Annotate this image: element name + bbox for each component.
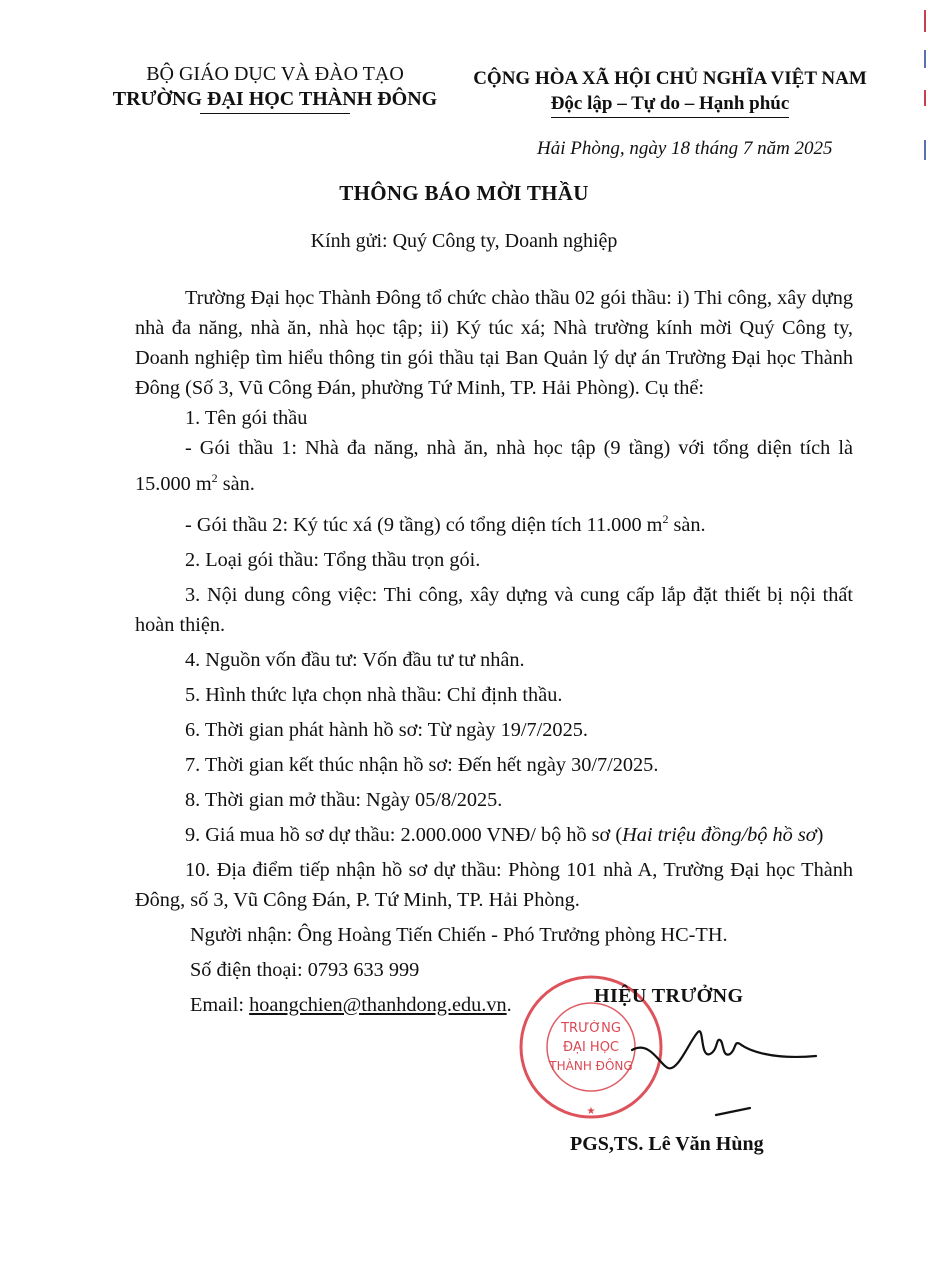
greeting: Kính gửi: Quý Công ty, Doanh nghiệp [310,230,618,252]
superscript-2: 2 [211,471,218,485]
stamp-star-icon: ★ [586,1106,596,1117]
document-body [135,283,853,1020]
recipient-line: Người nhận: Ông Hoàng Tiến Chiến - Phó Trưởng phòng HC-TH. [190,923,728,946]
item-3: 3. Nội dung công việc: Thi công, xây dựng và cung cấp lắp đặt thiết bị nội thất hoàn thiện. [135,583,853,636]
header-underline [200,113,350,114]
package-2-suffix: sàn. [668,513,706,536]
national-motto: Độc lập – Tự do – Hạnh phúc [551,92,790,118]
item-9 [135,820,853,850]
stamp-text-line-3: THÀNH ĐÔNG [549,1059,633,1073]
document-title: THÔNG BÁO MỜI THẦU [339,181,589,205]
nation-name: CỘNG HÒA XÃ HỘI CHỦ NGHĨA VIỆT NAM [473,68,867,89]
item-9-words: Hai triệu đồng/bộ hồ sơ [622,823,817,846]
handwritten-signature [620,1010,820,1120]
issuer-header [90,62,460,114]
item-6: 6. Thời gian phát hành hồ sơ: Từ ngày 19/7/2025. [185,718,588,741]
email-link[interactable]: hoangchien@thanhdong.edu.vn [249,993,507,1016]
signatory-title: HIỆU TRƯỞNG [594,985,744,1007]
item-4: 4. Nguồn vốn đầu tư: Vốn đầu tư tư nhân. [185,648,525,671]
package-1-line [135,433,853,499]
stamp-text-line-2: ĐẠI HỌC [562,1040,620,1055]
item-1-heading: 1. Tên gói thầu [185,407,308,429]
scan-edge-mark [922,10,928,180]
intro-paragraph: Trường Đại học Thành Đông tổ chức chào thầu 02 gói thầu: i) Thi công, xây dựng nhà đa năng, nhà ăn, nhà học tập; ii) Ký túc xá; Nhà trường kính mời Quý Công ty, Doanh nghiệp tìm hiểu thông tin gói thầu tại Ban Quản lý dự án Trường Đại học Thành Đông (Số 3, Vũ Công Đán, phường Tứ Minh, TP. Hải Phòng). Cụ thể: [135,287,853,399]
dateline: Hải Phòng, ngày 18 tháng 7 năm 2025 [537,138,833,159]
ministry-name: BỘ GIÁO DỤC VÀ ĐÀO TẠO [146,63,404,85]
item-9-close: ) [816,823,824,846]
package-2-text: - Gói thầu 2: Ký túc xá (9 tầng) có tổng diện tích 11.000 m [185,513,663,536]
package-2-line [135,504,853,540]
item-5: 5. Hình thức lựa chọn nhà thầu: Chỉ định thầu. [185,683,563,706]
item-7: 7. Thời gian kết thúc nhận hồ sơ: Đến hết ngày 30/7/2025. [185,753,659,776]
phone-line: Số điện thoại: 0793 633 999 [190,958,420,981]
stamp-text-line-1: TRƯỜNG [561,1021,621,1036]
package-1-suffix: sàn. [217,472,255,495]
item-9-text: 9. Giá mua hồ sơ dự thầu: 2.000.000 VNĐ/ bộ hồ sơ ( [185,823,623,846]
signatory-name: PGS,TS. Lê Văn Hùng [570,1133,764,1155]
package-1-text: - Gói thầu 1: Nhà đa năng, nhà ăn, nhà học tập (9 tầng) với tổng diện tích là 15.000 m [135,437,853,495]
item-10: 10. Địa điểm tiếp nhận hồ sơ dự thầu: Phòng 101 nhà A, Trường Đại học Thành Đông, số 3, Vũ Công Đán, P. Tứ Minh, TP. Hải Phòng. [135,858,853,911]
item-8: 8. Thời gian mở thầu: Ngày 05/8/2025. [185,788,503,811]
email-tail: . [506,993,512,1016]
national-header [470,66,870,118]
email-label: Email: [190,993,250,1016]
superscript-2: 2 [662,511,669,526]
university-name: TRƯỜNG ĐẠI HỌC THÀNH ĐÔNG [112,88,438,110]
item-2: 2. Loại gói thầu: Tổng thầu trọn gói. [185,548,481,571]
